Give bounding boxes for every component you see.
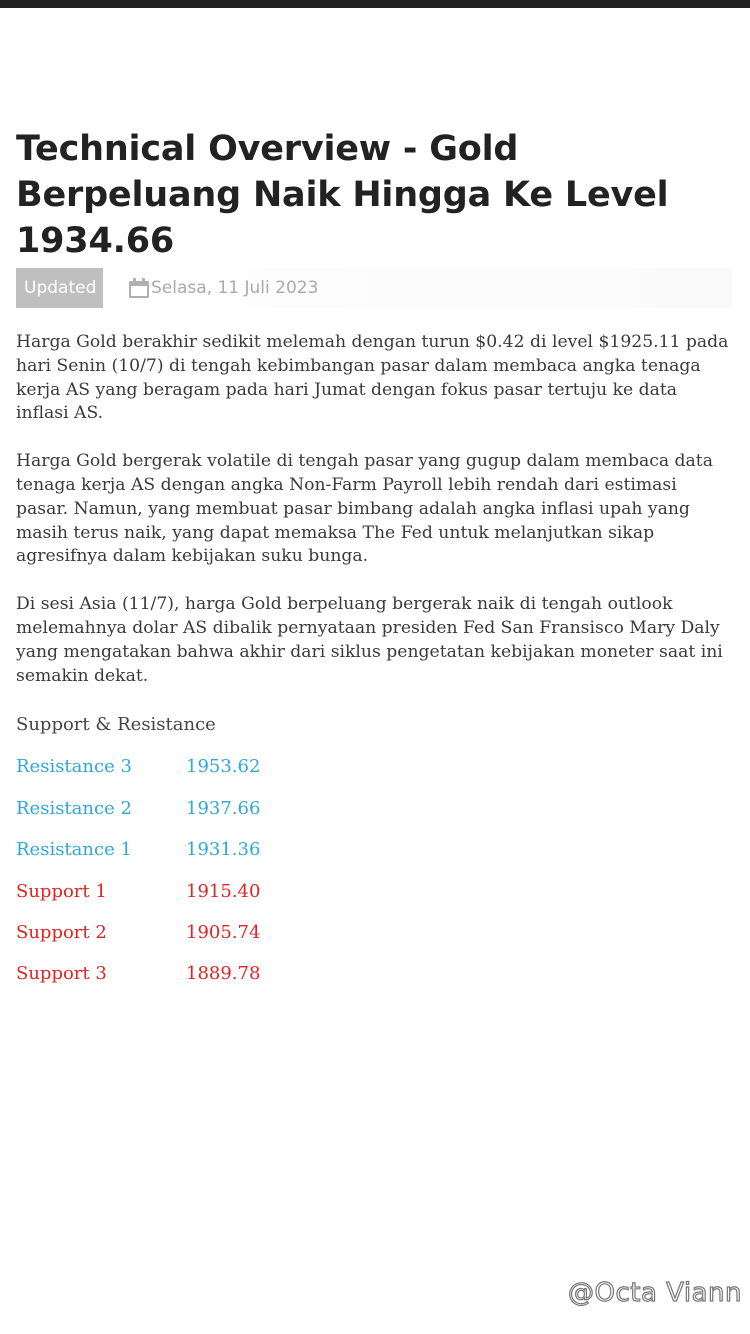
status-bar — [0, 0, 750, 8]
level-value: 1937.66 — [186, 797, 261, 819]
support-resistance-title: Support & Resistance — [16, 714, 216, 736]
article — [16, 126, 732, 1003]
article-meta — [16, 268, 732, 308]
level-label: Support 1 — [16, 880, 107, 902]
level-value: 1953.62 — [186, 756, 261, 778]
paragraph: Di sesi Asia (11/7), harga Gold berpeluang bergerak naik di tengah outlook melemahnya dolar AS dibalik pernyataan presiden Fed San Fransisco Mary Daly yang mengatakan bahwa akhir dari siklus pengetatan kebijakan moneter saat ini semakin dekat. — [16, 594, 723, 686]
article-body — [16, 331, 732, 688]
level-label: Support 3 — [16, 963, 107, 985]
level-label: Resistance 3 — [16, 756, 132, 778]
level-row-resistance-2 — [16, 796, 732, 837]
level-row-support-3 — [16, 961, 732, 1002]
paragraph: Harga Gold bergerak volatile di tengah pasar yang gugup dalam membaca data tenaga kerja AS dengan angka Non-Farm Payroll lebih rendah dari estimasi pasar. Namun, yang membuat pasar bimbang adalah angka inflasi upah yang masih terus naik, yang dapat memaksa The Fed untuk melanjutkan sikap agresifnya dalam kebijakan suku bunga. — [16, 451, 713, 567]
level-value: 1889.78 — [186, 963, 261, 985]
calendar-icon — [128, 277, 150, 299]
level-row-support-2 — [16, 920, 732, 961]
article-title: Technical Overview - Gold Berpeluang Naik Hingga Ke Level 1934.66 — [16, 129, 669, 261]
level-value: 1905.74 — [186, 921, 261, 943]
watermark: @Octa Viann — [568, 1278, 742, 1308]
level-label: Support 2 — [16, 921, 107, 943]
article-date: Selasa, 11 Juli 2023 — [151, 278, 319, 298]
support-resistance-table — [16, 754, 732, 1002]
level-row-resistance-3 — [16, 754, 732, 795]
level-value: 1915.40 — [186, 880, 261, 902]
level-row-support-1 — [16, 879, 732, 920]
updated-badge: Updated — [16, 268, 103, 308]
paragraph: Harga Gold berakhir sedikit melemah dengan turun $0.42 di level $1925.11 pada hari Senin (10/7) di tengah kebimbangan pasar dalam membaca angka tenaga kerja AS yang beragam pada hari Jumat dengan fokus pasar tertuju ke data inflasi AS. — [16, 332, 729, 424]
level-value: 1931.36 — [186, 839, 261, 861]
level-label: Resistance 2 — [16, 797, 132, 819]
level-row-resistance-1 — [16, 837, 732, 878]
date-info — [128, 277, 318, 299]
level-label: Resistance 1 — [16, 839, 132, 861]
